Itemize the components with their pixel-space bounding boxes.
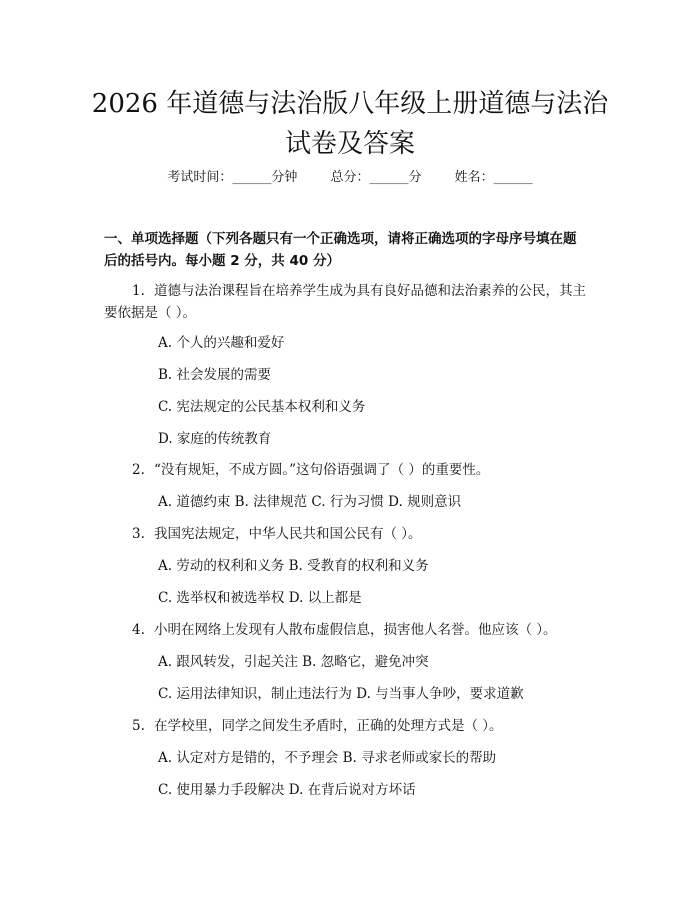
question-2-options: A. 道德约束 B. 法律规范 C. 行为习惯 D. 规则意识 [158, 494, 462, 510]
question-text-continued: 要依据是（ ）。 [104, 305, 197, 321]
question-text: “没有规矩，不成方圆。”这句俗语强调了（ ）的重要性。 [154, 462, 490, 478]
question-1-option-b: B. 社会发展的需要 [158, 367, 272, 383]
question-2 [104, 459, 604, 481]
question-text: 在学校里，同学之间发生矛盾时，正确的处理方式是（ ）。 [154, 718, 503, 734]
section-heading [104, 228, 604, 272]
question-1-option-c: C. 宪法规定的公民基本权利和义务 [158, 399, 366, 415]
question-text: 小明在网络上发现有人散布虚假信息，损害他人名誉。他应该（ ）。 [154, 622, 557, 638]
question-text: 道德与法治课程旨在培养学生成为具有良好品德和法治素养的公民，其主 [154, 283, 586, 299]
question-number: 2. [132, 462, 145, 478]
question-5-options-ab: A. 认定对方是错的，不予理会 B. 寻求老师或家长的帮助 [158, 750, 497, 766]
time-unit: 分钟 [271, 170, 298, 185]
question-number: 4. [132, 622, 145, 638]
score-label: 总分： [330, 170, 370, 185]
score-blank: ______ [369, 170, 409, 185]
question-5 [104, 715, 604, 737]
question-3 [104, 523, 604, 545]
title-line-1: 2026 年道德与法治版八年级上册道德与法治 [91, 89, 609, 119]
question-number: 5. [132, 718, 145, 734]
score-unit: 分 [408, 170, 422, 185]
question-1-option-d: D. 家庭的传统教育 [158, 431, 272, 447]
exam-title [60, 84, 640, 164]
time-label: 考试时间： [167, 170, 233, 185]
question-4 [104, 619, 604, 641]
question-text: 我国宪法规定，中华人民共和国公民有（ ）。 [154, 526, 422, 542]
question-number: 1. [132, 283, 145, 299]
exam-meta [0, 168, 700, 188]
question-3-options-cd: C. 选举权和被选举权 D. 以上都是 [158, 590, 362, 606]
name-label: 姓名： [454, 170, 494, 185]
title-line-2: 试卷及答案 [284, 129, 415, 159]
section-heading-line-2: 后的括号内。每小题 2 分，共 40 分） [104, 253, 340, 269]
question-3-options-ab: A. 劳动的权利和义务 B. 受教育的权利和义务 [158, 558, 429, 574]
name-blank: ______ [493, 170, 533, 185]
question-4-options-ab: A. 跟风转发，引起关注 B. 忽略它，避免冲突 [158, 654, 429, 670]
question-5-options-cd: C. 使用暴力手段解决 D. 在背后说对方坏话 [158, 782, 416, 798]
question-number: 3. [132, 526, 145, 542]
section-heading-line-1: 一、单项选择题（下列各题只有一个正确选项，请将正确选项的字母序号填在题 [104, 231, 577, 247]
question-1 [104, 280, 604, 324]
time-blank: ______ [232, 170, 272, 185]
question-4-options-cd: C. 运用法律知识，制止违法行为 D. 与当事人争吵，要求道歉 [158, 686, 524, 702]
question-1-option-a: A. 个人的兴趣和爱好 [158, 335, 285, 351]
